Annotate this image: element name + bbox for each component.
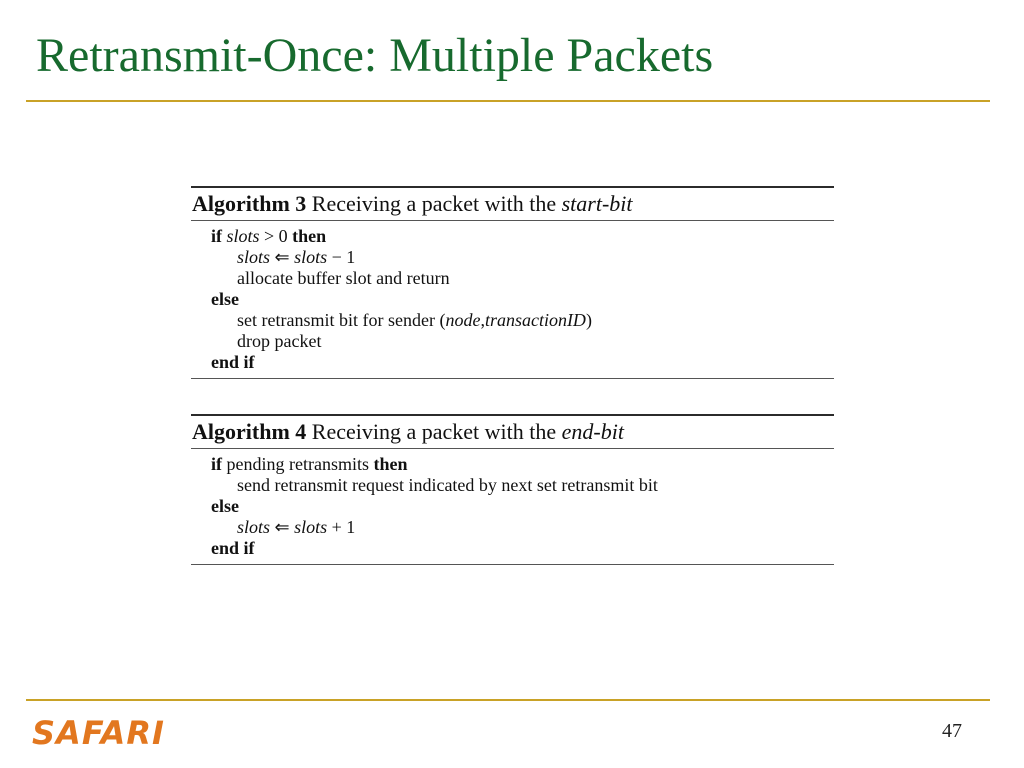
keyword: if — [211, 454, 222, 474]
code-line — [211, 310, 834, 331]
code-line — [211, 226, 834, 247]
code-line-else: else — [211, 289, 239, 309]
code-line-end-if: end if — [211, 538, 255, 558]
caption-text: Receiving a packet with the — [311, 191, 557, 216]
code-line: allocate buffer slot and return — [237, 268, 450, 288]
code-line: send retransmit request indicated by next set retransmit bit — [237, 475, 658, 495]
algorithm-4-block — [191, 414, 834, 565]
variable: slots — [237, 247, 271, 267]
code-text: ) — [585, 310, 592, 330]
keyword: then — [373, 454, 408, 474]
variable: node — [445, 310, 481, 330]
code-line-else: else — [211, 496, 239, 516]
algorithm-caption — [191, 416, 834, 448]
variable: slots — [294, 517, 328, 537]
code-line — [211, 247, 834, 268]
algorithm-bottom-rule — [191, 378, 834, 379]
code-line — [211, 517, 834, 538]
caption-term: end-bit — [561, 419, 624, 444]
assign-arrow: ⇐ — [274, 517, 290, 537]
code-line-end-if: end if — [211, 352, 255, 372]
code-text: pending retransmits — [226, 454, 369, 474]
code-text: , — [480, 310, 485, 330]
title-divider — [26, 100, 990, 102]
algorithm-caption — [191, 188, 834, 220]
variable: slots — [294, 247, 328, 267]
footer-divider — [26, 699, 990, 701]
keyword: if — [211, 226, 222, 246]
code-text: > 0 — [264, 226, 288, 246]
variable: slots — [226, 226, 260, 246]
algorithm-label: Algorithm 3 — [192, 191, 307, 216]
code-text: + 1 — [331, 517, 356, 537]
algorithm-body — [191, 221, 834, 378]
code-text: set retransmit bit for sender ( — [237, 310, 446, 330]
slide-title: Retransmit-Once: Multiple Packets — [36, 29, 714, 82]
algorithm-body — [191, 449, 834, 564]
algorithm-3-block — [191, 186, 834, 379]
assign-arrow: ⇐ — [274, 247, 290, 267]
page-number: 47 — [942, 720, 962, 742]
code-line — [211, 454, 834, 475]
safari-logo: SAFARI — [32, 714, 165, 752]
code-line: drop packet — [237, 331, 322, 351]
variable: slots — [237, 517, 271, 537]
algorithm-bottom-rule — [191, 564, 834, 565]
variable: transactionID — [484, 310, 586, 330]
keyword: then — [292, 226, 327, 246]
caption-text: Receiving a packet with the — [311, 419, 557, 444]
code-text: − 1 — [331, 247, 356, 267]
algorithm-label: Algorithm 4 — [192, 419, 307, 444]
caption-term: start-bit — [561, 191, 633, 216]
